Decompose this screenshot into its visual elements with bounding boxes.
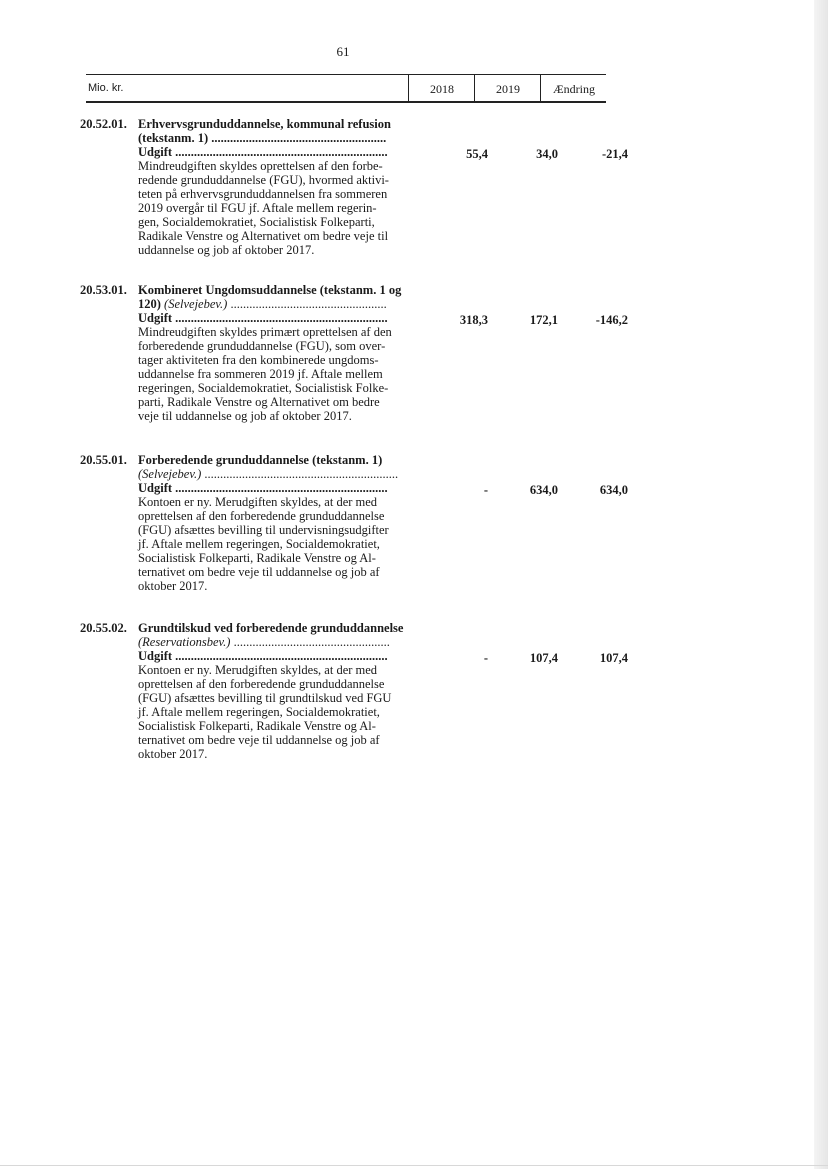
entry-description (138, 159, 413, 257)
description-line: uddannelse og job af oktober 2017. (138, 243, 315, 257)
description-line: gen, Socialdemokratiet, Socialistisk Folkeparti, (138, 215, 375, 229)
description-line: ternativet om bedre veje til uddannelse og job af (138, 733, 380, 747)
value-change: -21,4 (601, 147, 628, 161)
description-line: (FGU) afsættes bevilling til undervisningsudgifter (138, 523, 389, 537)
account-number: 20.55.02. (80, 621, 127, 635)
description-line: Radikale Venstre og Alternativet om bedre veje til (138, 229, 389, 243)
entry-body (138, 453, 413, 593)
leader-dots: .............................................................. (201, 467, 399, 481)
entry-title-line: Grundtilskud ved forberedende grunduddannelse (138, 621, 404, 635)
value-2019: 172,1 (529, 313, 558, 327)
account-number: 20.52.01. (80, 117, 127, 131)
description-line: jf. Aftale mellem regeringen, Socialdemokratiet, (138, 705, 380, 719)
description-line: parti, Radikale Venstre og Alternativet om bedre (138, 395, 380, 409)
value-2019: 107,4 (529, 651, 558, 665)
scan-edge (814, 0, 828, 1169)
appropriation-type: (Selvejebev.) (164, 297, 228, 311)
description-line: Mindreudgiften skyldes primært oprettelsen af den (138, 325, 392, 339)
udgift-label: Udgift .................................................................... (138, 481, 388, 495)
description-line: oprettelsen af den forberedende grunduddannelse (138, 677, 385, 691)
description-line: tager aktiviteten fra den kombinerede ungdoms- (138, 353, 379, 367)
description-line: veje til uddannelse og job af oktober 2017. (138, 409, 352, 423)
value-2019: 34,0 (536, 147, 558, 161)
value-2018: - (483, 651, 488, 665)
description-line: redende grunduddannelse (FGU), hvormed aktivi- (138, 173, 389, 187)
udgift-label: Udgift .................................................................... (138, 145, 388, 159)
value-change: 634,0 (599, 483, 628, 497)
value-2019: 634,0 (529, 483, 558, 497)
column-header-change: Ændring (540, 74, 607, 102)
table-header (86, 74, 606, 102)
entry-title-line: Erhvervsgrunduddannelse, kommunal refusion (138, 117, 391, 131)
entry-title-line: 120) (138, 297, 161, 311)
entry-body (138, 283, 413, 423)
entry-body (138, 621, 413, 761)
entry-description (138, 663, 413, 761)
udgift-label: Udgift .................................................................... (138, 649, 388, 663)
entry-description (138, 495, 413, 593)
unit-label: Mio. kr. (88, 82, 124, 94)
udgift-label: Udgift .................................................................... (138, 311, 388, 325)
description-line: oprettelsen af den forberedende grunduddannelse (138, 509, 385, 523)
description-line: Kontoen er ny. Merudgiften skyldes, at der med (138, 495, 378, 509)
page-number: 61 (336, 44, 350, 59)
account-number: 20.53.01. (80, 283, 127, 297)
description-line: forberedende grunduddannelse (FGU), som over- (138, 339, 386, 353)
description-line: teten på erhvervsgrunduddannelsen fra sommeren (138, 187, 388, 201)
entry-title-line: Forberedende grunduddannelse (tekstanm. 1) (138, 453, 383, 467)
description-line: 2019 overgår til FGU jf. Aftale mellem regerin- (138, 201, 377, 215)
entry-description (138, 325, 413, 423)
value-change: 107,4 (599, 651, 628, 665)
description-line: Mindreudgiften skyldes oprettelsen af den forbe- (138, 159, 383, 173)
leader-dots: .................................................. (230, 635, 390, 649)
entry-title-line: (tekstanm. 1) ........................................................ (138, 131, 387, 145)
description-line: (FGU) afsættes bevilling til grundtilskud ved FGU (138, 691, 392, 705)
leader-dots: .................................................. (227, 297, 387, 311)
appropriation-type: (Selvejebev.) (138, 467, 202, 481)
value-2018: 55,4 (466, 147, 488, 161)
description-line: regeringen, Socialdemokratiet, Socialistisk Folke- (138, 381, 389, 395)
header-rule-bottom (86, 101, 606, 103)
appropriation-type: (Reservationsbev.) (138, 635, 231, 649)
description-line: uddannelse fra sommeren 2019 jf. Aftale mellem (138, 367, 383, 381)
entry-body (138, 117, 413, 257)
value-2018: 318,3 (459, 313, 488, 327)
description-line: jf. Aftale mellem regeringen, Socialdemokratiet, (138, 537, 380, 551)
description-line: ternativet om bedre veje til uddannelse og job af (138, 565, 380, 579)
column-header-2018: 2018 (408, 74, 475, 102)
value-2018: - (483, 483, 488, 497)
description-line: oktober 2017. (138, 579, 208, 593)
account-number: 20.55.01. (80, 453, 127, 467)
entry-title-line: Kombineret Ungdomsuddannelse (tekstanm. 1 og (138, 283, 402, 297)
scan-bottom-edge (0, 1165, 828, 1166)
description-line: Kontoen er ny. Merudgiften skyldes, at der med (138, 663, 378, 677)
description-line: Socialistisk Folkeparti, Radikale Venstre og Al- (138, 551, 376, 565)
column-header-2019: 2019 (474, 74, 541, 102)
value-change: -146,2 (595, 313, 628, 327)
description-line: oktober 2017. (138, 747, 208, 761)
description-line: Socialistisk Folkeparti, Radikale Venstre og Al- (138, 719, 376, 733)
